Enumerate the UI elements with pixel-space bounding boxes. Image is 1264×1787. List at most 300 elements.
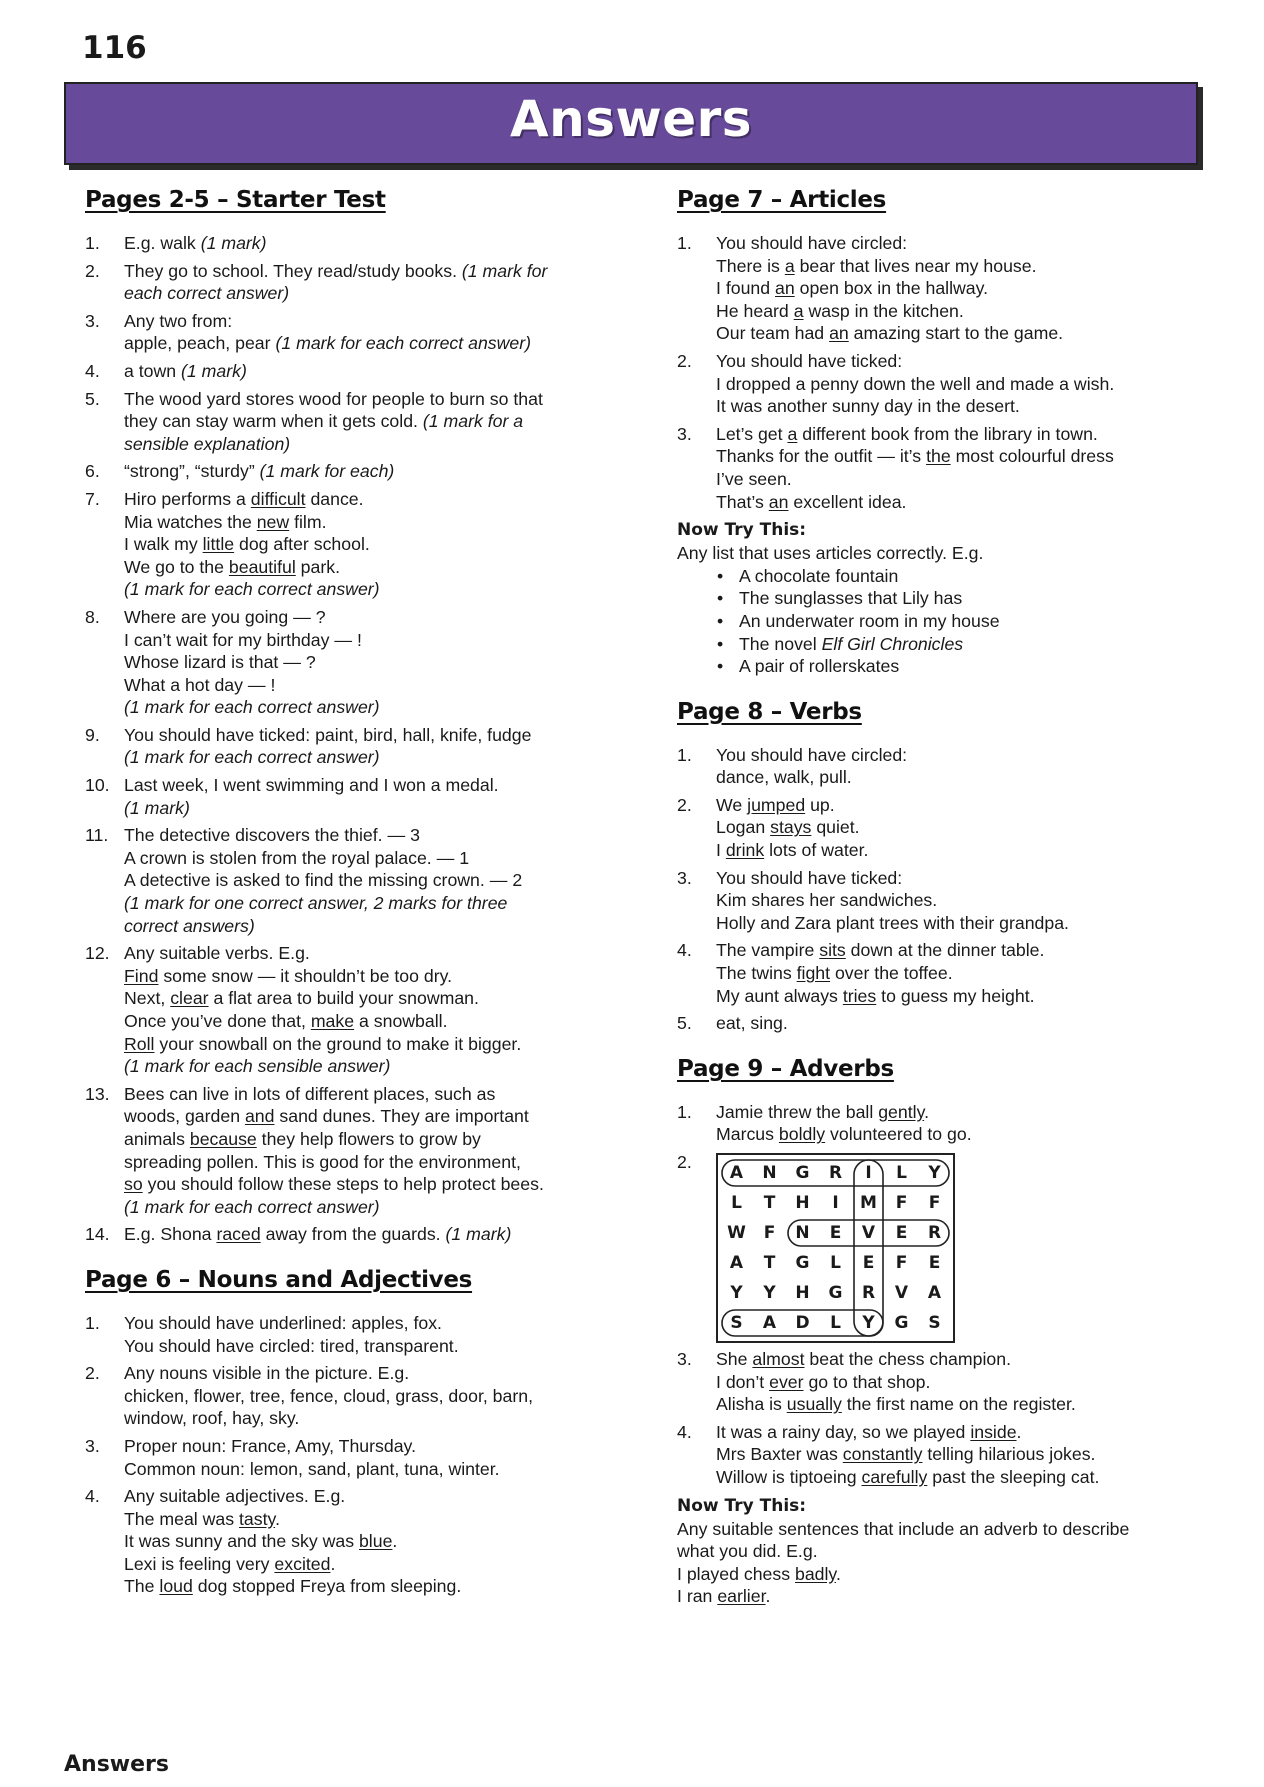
grid-letter: V (861, 1223, 876, 1243)
answer-list (677, 744, 1197, 1035)
answer-line (716, 445, 1197, 468)
text-run: An underwater room in my house (739, 610, 1000, 631)
text-run: The twins (716, 963, 797, 984)
list-item (677, 1348, 1197, 1416)
item-number: 4. (677, 1421, 692, 1442)
grid-letter: M (860, 1193, 877, 1213)
underlined-word: usually (786, 1394, 842, 1415)
answer-line (124, 511, 615, 534)
answer-line (124, 1223, 615, 1246)
answer-line (124, 332, 615, 355)
answer-line (124, 746, 615, 769)
section-heading: Pages 2-5 – Starter Test (85, 187, 386, 213)
text-run: They go to school. They read/study books. (124, 260, 462, 281)
text-run: He heard (716, 300, 794, 321)
grid-letter: A (762, 1313, 777, 1333)
answer-line (716, 395, 1197, 418)
answer-line (716, 1371, 1197, 1394)
list-item (677, 423, 1197, 513)
text-run: I’ve seen. (716, 468, 792, 489)
underlined-word: constantly (842, 1444, 923, 1465)
answer-line (124, 606, 615, 629)
mark-note: (1 mark for each correct answer) (124, 747, 380, 768)
item-number: 3. (85, 310, 100, 331)
text-run: We go to the (124, 556, 229, 577)
list-item (677, 1421, 1197, 1489)
text-run: up. (805, 794, 835, 815)
text-run: dance, walk, pull. (716, 767, 852, 788)
text-run: The sunglasses that Lily has (739, 588, 963, 609)
underlined-word: ever (769, 1371, 804, 1392)
answer-line (124, 1335, 615, 1358)
answer-line (124, 460, 615, 483)
answer-line (716, 468, 1197, 491)
underlined-word: an (829, 323, 849, 344)
underlined-word: a (787, 423, 798, 444)
grid-letter: F (895, 1253, 908, 1273)
mark-note: (1 mark) (200, 233, 267, 253)
answer-list (85, 232, 615, 1246)
text-run: volunteered to go. (825, 1124, 972, 1145)
answer-line (124, 674, 615, 697)
list-item (85, 360, 615, 383)
answer-line (124, 1508, 615, 1531)
text-run: I walk my (124, 534, 203, 555)
text-run: You should have ticked: (716, 350, 903, 371)
answer-line (124, 1196, 615, 1219)
mark-note: sensible explanation) (124, 433, 291, 454)
list-item (677, 1151, 1197, 1343)
answer-line (716, 423, 1197, 446)
text-run: I ran (677, 1586, 718, 1607)
section-heading: Page 9 – Adverbs (677, 1055, 894, 1082)
underlined-word: inside (970, 1421, 1017, 1442)
grid-letter: Y (763, 1283, 776, 1303)
answer-line (716, 322, 1197, 345)
underlined-word: loud (159, 1576, 193, 1597)
list-item (85, 824, 615, 937)
item-number: 1. (85, 1312, 100, 1333)
answer-line (716, 912, 1197, 935)
text-run: Marcus (716, 1124, 779, 1145)
item-number: 10. (85, 775, 110, 796)
grid-letter: F (928, 1193, 941, 1213)
grid-letter: N (762, 1163, 777, 1183)
answer-line (716, 1101, 1197, 1124)
text-run: you should follow these steps to help protect bees. (142, 1174, 544, 1195)
item-number: 2. (677, 1152, 692, 1172)
answer-line (677, 1585, 1197, 1608)
grid-letter: V (894, 1283, 909, 1303)
underlined-word: excited (274, 1553, 331, 1574)
bullet-item (717, 565, 1197, 588)
mark-note: (1 mark for each correct answer) (124, 579, 380, 600)
text-run: The (124, 1576, 160, 1597)
answer-line (716, 839, 1197, 862)
text-run: a town (124, 360, 182, 381)
text-run: A pair of rollerskates (739, 656, 900, 677)
text-run: I (716, 840, 726, 861)
text-run: E.g. Shona (124, 1224, 217, 1245)
text-run: go to that shop. (803, 1371, 931, 1392)
grid-letter: S (928, 1313, 941, 1333)
text-run: Any suitable adjectives. E.g. (124, 1486, 346, 1507)
grid-row (720, 1248, 951, 1278)
answer-line (124, 232, 615, 255)
answer-line (124, 1055, 615, 1078)
grid-letter: L (830, 1253, 841, 1273)
grid-letter: R (927, 1223, 942, 1243)
underlined-word: jumped (747, 794, 806, 815)
mark-note: correct answers) (124, 915, 255, 936)
underlined-word: the (926, 446, 951, 467)
answer-line (716, 939, 1197, 962)
answer-line (124, 797, 615, 820)
text-run: I played chess (677, 1563, 795, 1584)
answers-banner (64, 82, 1198, 165)
answer-line (677, 1540, 1197, 1563)
mark-note: (1 mark for a (422, 411, 524, 432)
section-starter-test (85, 182, 615, 1246)
grid-letter: A (729, 1163, 744, 1183)
grid-letter: E (895, 1223, 908, 1243)
text-run: bear that lives near my house. (794, 255, 1037, 276)
text-run: I don’t (716, 1371, 770, 1392)
grid-row (720, 1278, 951, 1308)
text-run: open box in the hallway. (794, 278, 989, 299)
section-articles (677, 182, 1197, 678)
answer-line (124, 824, 615, 847)
text-run: park. (295, 556, 341, 577)
text-run: window, roof, hay, sky. (124, 1408, 300, 1429)
item-number: 4. (85, 1486, 100, 1507)
underlined-word: difficult (250, 488, 306, 509)
answer-line (124, 578, 615, 601)
grid-letter: W (727, 1223, 746, 1243)
text-run: . (765, 1586, 771, 1607)
item-number: 14. (85, 1224, 110, 1245)
grid-letter: L (731, 1193, 742, 1213)
text-run: Mrs Baxter was (716, 1444, 843, 1465)
text-run: Mia watches the (124, 511, 257, 532)
text-run: dog stopped Freya from sleeping. (192, 1576, 462, 1597)
answer-line (716, 889, 1197, 912)
text-run: “strong”, “sturdy” (124, 461, 260, 482)
now-try-title: Now Try This: (677, 520, 807, 541)
text-run: It was another sunny day in the desert. (716, 396, 1020, 417)
underlined-word: carefully (861, 1466, 928, 1487)
answer-line (124, 1033, 615, 1056)
item-number: 13. (85, 1083, 110, 1104)
list-item (85, 724, 615, 769)
underlined-word: Find (124, 965, 159, 986)
grid-row (720, 1188, 951, 1218)
text-run: It was sunny and the sky was (124, 1531, 359, 1552)
text-run: The vampire (716, 940, 820, 961)
text-run: animals (124, 1128, 190, 1149)
mark-note: (1 mark for each sensible answer) (124, 1056, 391, 1077)
grid-letter: E (862, 1253, 875, 1273)
mark-note: (1 mark for (461, 260, 548, 281)
text-run: The meal was (124, 1508, 240, 1529)
text-run: You should have ticked: paint, bird, hall, knife, fudge (124, 724, 532, 745)
list-item (85, 942, 615, 1078)
text-run: Next, (124, 988, 171, 1009)
section-heading: Page 6 – Nouns and Adjectives (85, 1266, 473, 1293)
answer-line (124, 1105, 615, 1128)
text-run: Let’s get (716, 423, 788, 444)
answer-line (677, 1518, 1197, 1541)
answer-line (124, 892, 615, 915)
now-try-intro: Any list that uses articles correctly. E.g. (677, 543, 984, 564)
list-item (677, 232, 1197, 345)
answer-line (716, 1123, 1197, 1146)
answer-line (124, 651, 615, 674)
list-item (677, 350, 1197, 418)
list-item (677, 744, 1197, 789)
grid-letter: A (729, 1253, 744, 1273)
grid-letter: I (832, 1193, 839, 1213)
text-run: . (330, 1553, 336, 1574)
text-run: past the sleeping cat. (927, 1466, 1100, 1487)
text-run: the first name on the register. (841, 1394, 1076, 1415)
text-run: Holly and Zara plant trees with their grandpa. (716, 912, 1069, 933)
answer-list (85, 1312, 615, 1598)
text-run: eat, sing. (716, 1013, 788, 1034)
text-run: Whose lizard is that — ? (124, 652, 316, 673)
grid-letter: R (861, 1283, 876, 1303)
answer-line (124, 847, 615, 870)
wordsearch-grid (716, 1153, 955, 1343)
text-run: A chocolate fountain (739, 565, 899, 586)
answer-line (716, 491, 1197, 514)
list-item (85, 774, 615, 819)
text-run: What a hot day — ! (124, 674, 276, 695)
answer-line (124, 869, 615, 892)
text-run: some snow — it shouldn’t be too dry. (158, 965, 453, 986)
answer-line (124, 1458, 615, 1481)
footer-label: Answers (64, 1752, 169, 1777)
mark-note: (1 mark for each correct answer) (124, 1196, 380, 1217)
text-run: Where are you going — ? (124, 606, 326, 627)
answer-line (124, 533, 615, 556)
underlined-word: new (256, 511, 290, 532)
text-run: . (392, 1531, 398, 1552)
grid-letter: G (894, 1313, 909, 1333)
text-run: sand dunes. They are important (274, 1106, 529, 1127)
grid-letter: N (795, 1223, 810, 1243)
text-run: I found (716, 278, 776, 299)
grid-letter: Y (862, 1313, 875, 1333)
item-number: 2. (677, 350, 692, 371)
list-item (85, 488, 615, 601)
answer-line (716, 300, 1197, 323)
answer-line (124, 310, 615, 333)
underlined-word: sits (819, 940, 846, 961)
text-run: what you did. E.g. (677, 1541, 818, 1562)
answer-line (124, 282, 615, 305)
answer-line (124, 360, 615, 383)
answer-line (124, 1312, 615, 1335)
underlined-word: tasty (239, 1508, 276, 1529)
text-run: to guess my height. (876, 985, 1035, 1006)
grid-letter: I (865, 1163, 872, 1183)
answer-line (124, 696, 615, 719)
answer-line (716, 1443, 1197, 1466)
text-run: She (716, 1349, 753, 1369)
text-run: a flat area to build your snowman. (208, 988, 479, 1009)
answer-line (124, 433, 615, 456)
text-run: Elf Girl Chronicles (821, 633, 964, 654)
underlined-word: make (310, 1011, 355, 1031)
text-run: Jamie threw the ball (716, 1101, 879, 1122)
item-number: 11. (85, 825, 109, 846)
mark-note: (1 mark for one correct answer, 2 marks for three (124, 893, 508, 914)
grid-letter: G (795, 1253, 810, 1273)
list-item (85, 388, 615, 456)
underlined-word: fight (796, 963, 831, 984)
text-run: That’s (716, 491, 769, 512)
item-number: 1. (677, 744, 692, 765)
underlined-word: because (189, 1128, 257, 1149)
answer-line (124, 1173, 615, 1196)
answer-line (677, 1563, 1197, 1586)
item-number: 7. (85, 488, 100, 509)
answer-list (677, 232, 1197, 513)
item-number: 1. (677, 233, 692, 253)
text-run: Last week, I went swimming and I won a medal. (124, 775, 499, 796)
answer-line (716, 794, 1197, 817)
text-run: . (924, 1101, 930, 1122)
grid-letter: S (730, 1313, 743, 1333)
left-column (85, 182, 615, 1614)
mark-note: (1 mark for each correct answer) (275, 333, 532, 354)
item-number: 3. (85, 1435, 100, 1456)
answer-line (124, 1362, 615, 1385)
item-number: 1. (677, 1101, 692, 1122)
text-run: The wood yard stores wood for people to burn so that (124, 388, 543, 409)
text-run: down at the dinner table. (845, 940, 1045, 961)
text-run: they can stay warm when it gets cold. (124, 411, 423, 432)
underlined-word: raced (216, 1224, 261, 1245)
answer-line (716, 373, 1197, 396)
grid-letter: F (895, 1193, 908, 1213)
text-run: A detective is asked to find the missing crown. — 2 (124, 870, 523, 891)
mark-note: (1 mark for each) (259, 461, 395, 482)
grid-letter: D (795, 1313, 810, 1333)
answer-line (716, 867, 1197, 890)
grid-letter: T (763, 1253, 776, 1273)
item-number: 4. (85, 360, 100, 381)
answer-line (124, 965, 615, 988)
answer-line (124, 1151, 615, 1174)
text-run: excellent idea. (788, 491, 907, 512)
list-item (677, 867, 1197, 935)
answer-line (124, 260, 615, 283)
grid-row (720, 1218, 951, 1248)
text-run: There is (716, 255, 785, 276)
item-number: 6. (85, 461, 100, 482)
answer-line (124, 1407, 615, 1430)
text-run: amazing start to the game. (848, 323, 1064, 344)
text-run: your snowball on the ground to make it bigger. (154, 1033, 522, 1054)
item-number: 5. (85, 388, 100, 409)
text-run: spreading pollen. This is good for the environment, (124, 1151, 521, 1172)
text-run: I can’t wait for my birthday — ! (124, 629, 362, 650)
text-run: different book from the library in town. (797, 423, 1098, 444)
now-try-bullets (677, 565, 1197, 678)
list-item (677, 1012, 1197, 1035)
text-run: a snowball. (354, 1011, 448, 1031)
grid-letter: F (763, 1223, 776, 1243)
grid-letter: L (830, 1313, 841, 1333)
answer-line (124, 1010, 615, 1033)
text-run: wasp in the kitchen. (803, 300, 964, 321)
answer-line (716, 766, 1197, 789)
grid-letter: G (795, 1163, 810, 1183)
list-item (85, 1485, 615, 1598)
answer-line (716, 255, 1197, 278)
list-item (85, 1435, 615, 1480)
grid-letter: G (828, 1283, 843, 1303)
answer-list (677, 1151, 1197, 1343)
underlined-word: drink (725, 840, 765, 861)
text-run: over the toffee. (830, 963, 953, 984)
answer-line (716, 962, 1197, 985)
text-run: film. (289, 511, 327, 532)
answer-line (124, 556, 615, 579)
text-run: Our team had (716, 323, 830, 344)
item-number: 9. (85, 724, 100, 745)
answer-line (716, 1348, 1197, 1371)
underlined-word: stays (770, 817, 812, 838)
grid-letter: Y (928, 1163, 941, 1183)
text-run: A crown is stolen from the royal palace. — 1 (124, 847, 470, 868)
underlined-word: a (784, 255, 795, 276)
list-item (85, 606, 615, 719)
text-run: The detective discovers the thief. — 3 (124, 825, 420, 846)
text-run: Proper noun: France, Amy, Thursday. (124, 1435, 416, 1456)
section-nouns-adjectives (85, 1262, 615, 1598)
item-number: 2. (677, 794, 692, 815)
underlined-word: gently (878, 1101, 925, 1122)
banner-title: Answers (509, 90, 753, 148)
answer-line (124, 942, 615, 965)
answer-line (124, 410, 615, 433)
underlined-word: a (793, 300, 804, 321)
answer-line (124, 1435, 615, 1458)
item-number: 1. (85, 233, 100, 253)
mark-note: (1 mark) (124, 797, 190, 818)
answer-line (124, 1385, 615, 1408)
answer-line (124, 1575, 615, 1598)
text-run: Hiro performs a (124, 488, 251, 509)
list-item (85, 260, 615, 305)
text-run: The novel (739, 633, 822, 654)
list-item (85, 1312, 615, 1357)
answer-line (716, 232, 1197, 255)
text-run: You should have circled: tired, transparent. (124, 1335, 459, 1356)
section-heading: Page 7 – Articles (677, 187, 887, 213)
text-run: away from the guards. (260, 1224, 446, 1245)
now-try-text (677, 1518, 1197, 1608)
answer-line (716, 744, 1197, 767)
section-verbs (677, 694, 1197, 1035)
list-item (85, 1362, 615, 1430)
bullet-item (717, 587, 1197, 610)
answer-line (124, 774, 615, 797)
answer-line (124, 1128, 615, 1151)
